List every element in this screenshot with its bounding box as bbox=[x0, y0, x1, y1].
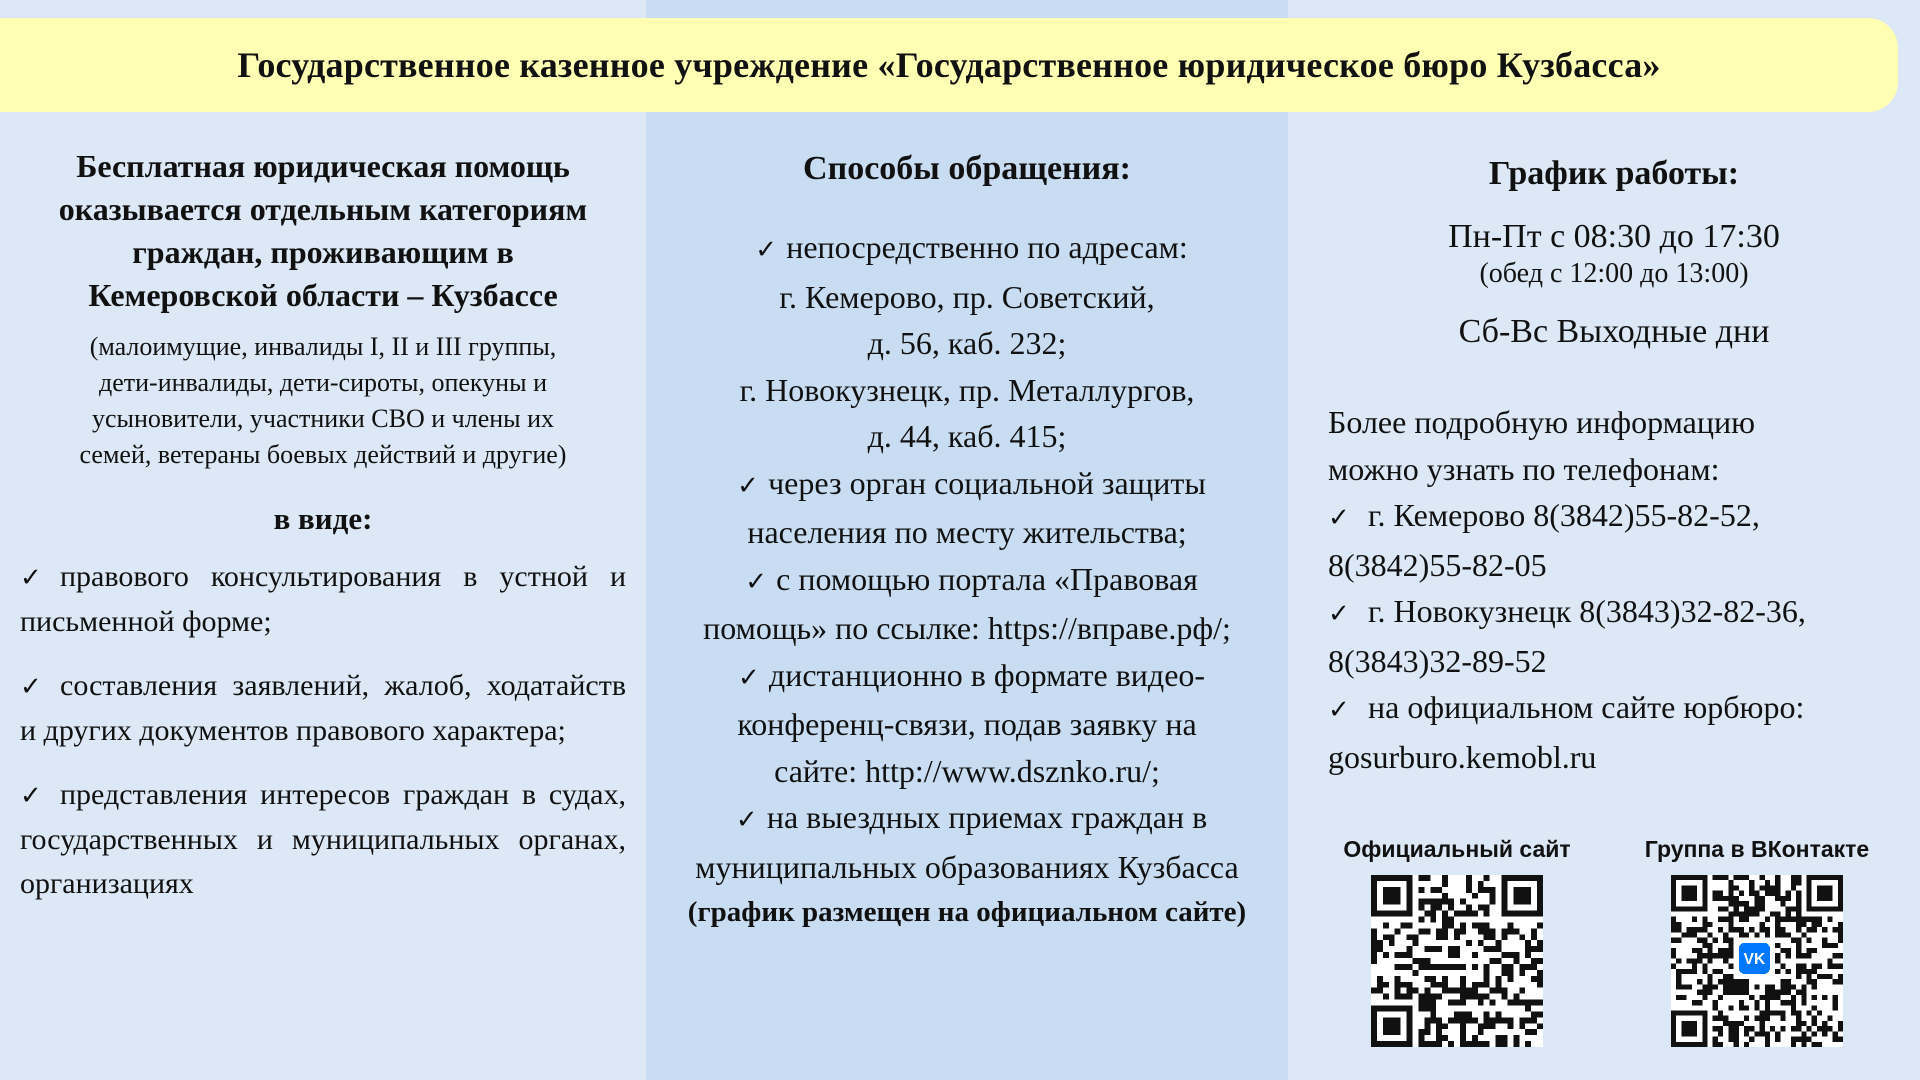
check-mark-icon: ✓ bbox=[1328, 503, 1350, 533]
categories-line: дети-инвалиды, дети-сироты, опекуны и bbox=[99, 368, 547, 397]
phone-kemerovo-2[interactable]: 8(3842)55-82-05 bbox=[1328, 546, 1547, 583]
qr-site-caption: Официальный сайт bbox=[1343, 836, 1571, 862]
check-mark-icon: ✓ bbox=[20, 563, 42, 593]
check-mark-icon: ✓ bbox=[1328, 599, 1350, 629]
method-line: непосредственно по адресам: bbox=[786, 229, 1188, 265]
vk-logo-text: VK bbox=[1743, 951, 1766, 969]
left-column bbox=[0, 0, 646, 1080]
qr-vk-caption: Группа в ВКонтакте bbox=[1644, 836, 1870, 862]
aid-form-item bbox=[20, 664, 626, 753]
aid-form-text: представления интересов граждан в судах, государственных и муниципальных органах, организациях bbox=[20, 778, 626, 900]
check-mark-icon: ✓ bbox=[738, 662, 760, 693]
free-aid-title-line: Кемеровской области – Кузбассе bbox=[88, 277, 558, 313]
aid-form-text: правового консультирования в устной и письменной форме; bbox=[20, 560, 626, 638]
phone-kemerovo[interactable]: г. Кемерово 8(3842)55-82-52, bbox=[1368, 497, 1760, 533]
site-url[interactable]: gosurburo.kemobl.ru bbox=[1328, 738, 1597, 775]
middle-column bbox=[646, 0, 1288, 1080]
method-line: конференц-связи, подав заявку на bbox=[737, 706, 1197, 742]
info-line: можно узнать по телефонам: bbox=[1328, 450, 1720, 487]
contact-info bbox=[1328, 399, 1900, 780]
method-field-receptions bbox=[660, 794, 1274, 890]
method-social-protection bbox=[660, 460, 1274, 556]
method-line: населения по месту жительства; bbox=[747, 514, 1187, 550]
method-line: г. Кемерово, пр. Советский, bbox=[779, 278, 1155, 315]
method-video-conference bbox=[660, 652, 1274, 795]
phone-novokuznetsk-2[interactable]: 8(3843)32-89-52 bbox=[1328, 642, 1547, 679]
categories-line: семей, ветераны боевых действий и другие) bbox=[79, 440, 567, 469]
qr-code-official-site[interactable] bbox=[1371, 875, 1543, 1047]
check-mark-icon: ✓ bbox=[737, 470, 759, 501]
site-label: на официальном сайте юрбюро: bbox=[1368, 689, 1805, 725]
weekday-hours: Пн-Пт с 08:30 до 17:30 bbox=[1448, 218, 1780, 255]
organization-title: Государственное казенное учреждение «Государственное юридическое бюро Кузбасса» bbox=[237, 45, 1661, 85]
method-line: д. 44, каб. 415; bbox=[867, 418, 1067, 454]
aid-form-item bbox=[20, 555, 626, 644]
aid-form-item bbox=[20, 773, 626, 906]
lunch-break: (обед с 12:00 до 13:00) bbox=[1479, 258, 1749, 289]
check-mark-icon: ✓ bbox=[735, 805, 758, 835]
method-portal bbox=[660, 556, 1274, 652]
method-link-line[interactable]: помощь» по ссылке: https://вправе.рф/; bbox=[703, 610, 1231, 646]
free-aid-title bbox=[20, 145, 626, 317]
header-banner bbox=[0, 18, 1898, 112]
categories-line: усыновители, участники СВО и члены их bbox=[91, 404, 555, 433]
schedule-note: (график размещен на официальном сайте) bbox=[687, 896, 1247, 928]
categories-list bbox=[20, 329, 626, 473]
method-line: д. 56, каб. 232; bbox=[867, 325, 1067, 361]
qr-vk-group-block bbox=[1622, 836, 1892, 1047]
qr-code-vk-group[interactable] bbox=[1671, 875, 1843, 1047]
method-line: г. Новокузнецк, пр. Металлургов, bbox=[739, 371, 1195, 408]
check-mark-icon: ✓ bbox=[1328, 695, 1350, 725]
method-line: с помощью портала «Правовая bbox=[776, 560, 1198, 597]
method-line: на выездных приемах граждан в bbox=[766, 799, 1208, 835]
free-aid-title-line: оказывается отдельным категориям bbox=[58, 191, 588, 227]
phone-novokuznetsk[interactable]: г. Новокузнецк 8(3843)32-82-36, bbox=[1368, 593, 1806, 629]
method-line: муниципальных образованиях Кузбасса bbox=[695, 848, 1239, 885]
check-mark-icon: ✓ bbox=[755, 235, 778, 265]
method-line: через орган социальной защиты bbox=[768, 464, 1206, 501]
in-form-label: в виде: bbox=[273, 501, 373, 536]
method-link-line[interactable]: сайте: http://www.dsznko.ru/; bbox=[774, 752, 1160, 789]
check-mark-icon: ✓ bbox=[745, 566, 768, 597]
check-mark-icon: ✓ bbox=[20, 672, 42, 702]
contact-methods-title: Способы обращения: bbox=[803, 150, 1131, 187]
free-aid-title-line: Бесплатная юридическая помощь bbox=[76, 148, 570, 184]
weekend-days: Сб-Вс Выходные дни bbox=[1458, 313, 1770, 350]
categories-line: (малоимущие, инвалиды I, II и III группы, bbox=[89, 332, 557, 361]
work-schedule-title: График работы: bbox=[1488, 155, 1740, 192]
qr-official-site-block bbox=[1322, 836, 1592, 1047]
method-in-person bbox=[660, 224, 1274, 460]
aid-form-text: составления заявлений, жалоб, ходатайств и других документов правового характера; bbox=[20, 669, 626, 747]
info-line: Более подробную информацию bbox=[1328, 404, 1756, 440]
check-mark-icon: ✓ bbox=[20, 781, 42, 811]
free-aid-title-line: граждан, проживающим в bbox=[132, 234, 514, 270]
method-line: дистанционно в формате видео- bbox=[768, 656, 1206, 693]
